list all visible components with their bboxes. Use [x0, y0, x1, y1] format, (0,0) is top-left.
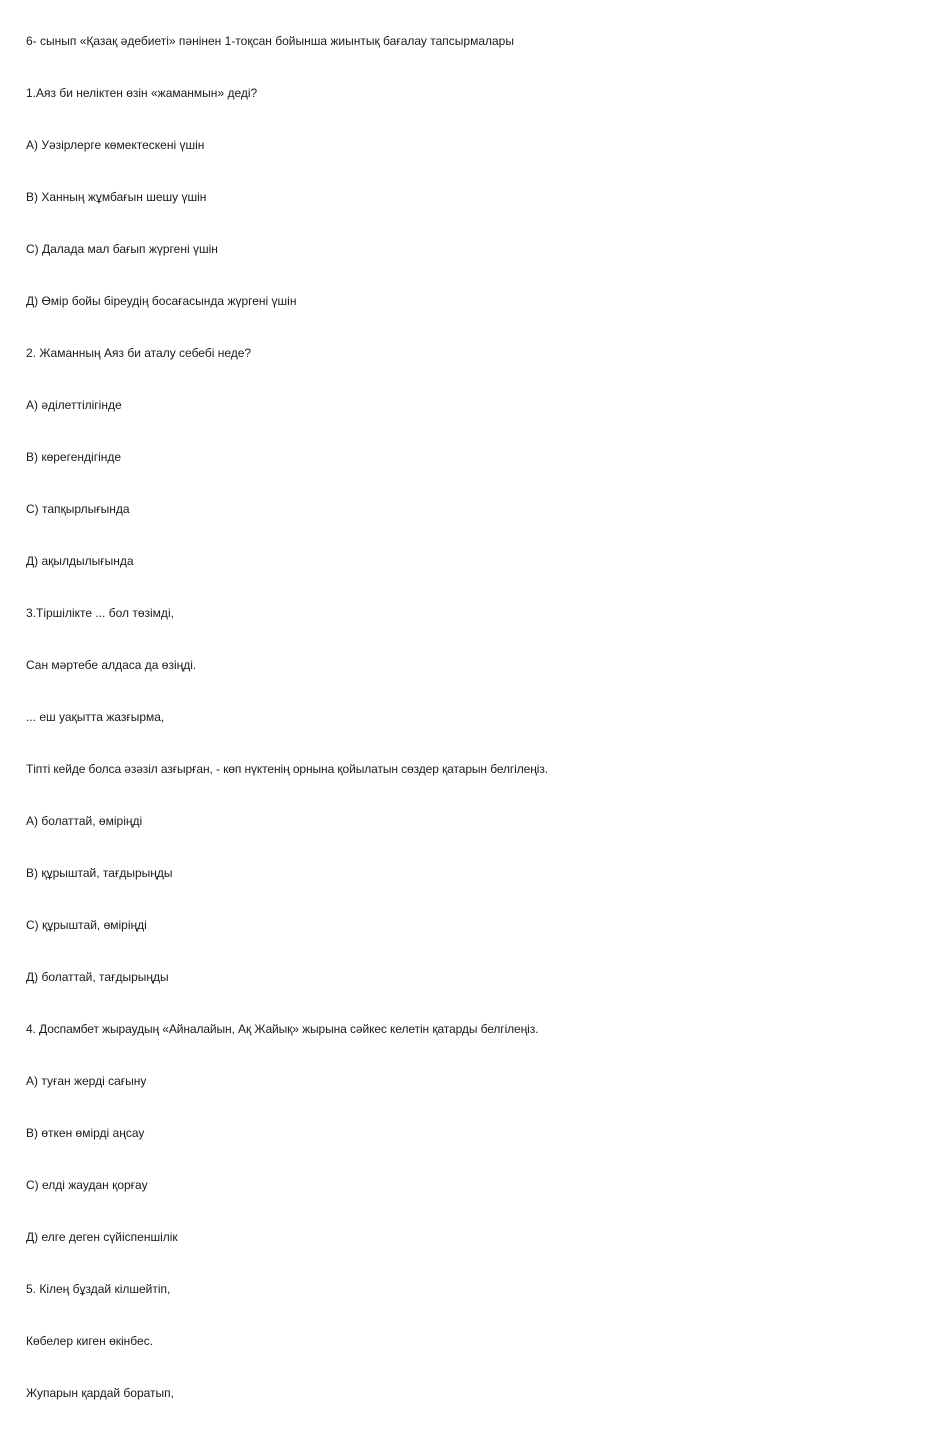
- question-2: 2. Жаманның Аяз би аталу себебі неде?: [26, 346, 252, 360]
- question-3-line-3: ... еш уақытта жазғырма,: [26, 710, 165, 724]
- question-5-line-1: 5. Кілең бұздай кілшейтіп,: [26, 1282, 171, 1296]
- question-3-line-4: Тіпті кейде болса әзәзіл азғырған, - көп нүктенің орнына қойылатын сөздер қатарын белгілеңіз.: [26, 762, 548, 776]
- q3-option-c: С) құрыштай, өміріңді: [26, 918, 147, 932]
- q1-option-c: С) Далада мал бағып жүргені үшін: [26, 242, 218, 256]
- q2-option-a: А) әділеттілігінде: [26, 398, 122, 412]
- question-3-line-1: 3.Тіршілікте ... бол төзімді,: [26, 606, 174, 620]
- question-5-line-2: Көбелер киген өкінбес.: [26, 1334, 154, 1348]
- question-1: 1.Аяз би неліктен өзін «жаманмын» деді?: [26, 86, 258, 100]
- document-page: [26, 26, 947, 1430]
- document-title: 6- сынып «Қазақ әдебиеті» пәнінен 1-тоқсан бойынша жиынтық бағалау тапсырмалары: [26, 34, 514, 48]
- question-3-line-2: Сан мәртебе алдаса да өзіңді.: [26, 658, 197, 672]
- q3-option-a: А) болаттай, өміріңді: [26, 814, 143, 828]
- q4-option-c: С) елді жаудан қорғау: [26, 1178, 148, 1192]
- q2-option-c: С) тапқырлығында: [26, 502, 130, 516]
- q4-option-a: А) туған жерді сағыну: [26, 1074, 147, 1088]
- q2-option-b: В) көрегендігінде: [26, 450, 122, 464]
- q1-option-d: Д) Өмір бойы біреудің босағасында жүргені үшін: [26, 294, 297, 308]
- q3-option-d: Д) болаттай, тағдырыңды: [26, 970, 169, 984]
- q4-option-b: В) өткен өмірді аңсау: [26, 1126, 145, 1140]
- q1-option-b: В) Ханның жұмбағын шешу үшін: [26, 190, 207, 204]
- question-5-line-3: Жупарын қардай боратып,: [26, 1386, 174, 1400]
- q1-option-a: А) Уәзірлерге көмектескені үшін: [26, 138, 205, 152]
- q2-option-d: Д) ақылдылығында: [26, 554, 134, 568]
- q3-option-b: В) құрыштай, тағдырыңды: [26, 866, 173, 880]
- question-4: 4. Доспамбет жыраудың «Айналайын, Ақ Жайық» жырына сәйкес келетін қатарды белгілеңіз.: [26, 1022, 539, 1036]
- q4-option-d: Д) елге деген сүйіспеншілік: [26, 1230, 178, 1244]
